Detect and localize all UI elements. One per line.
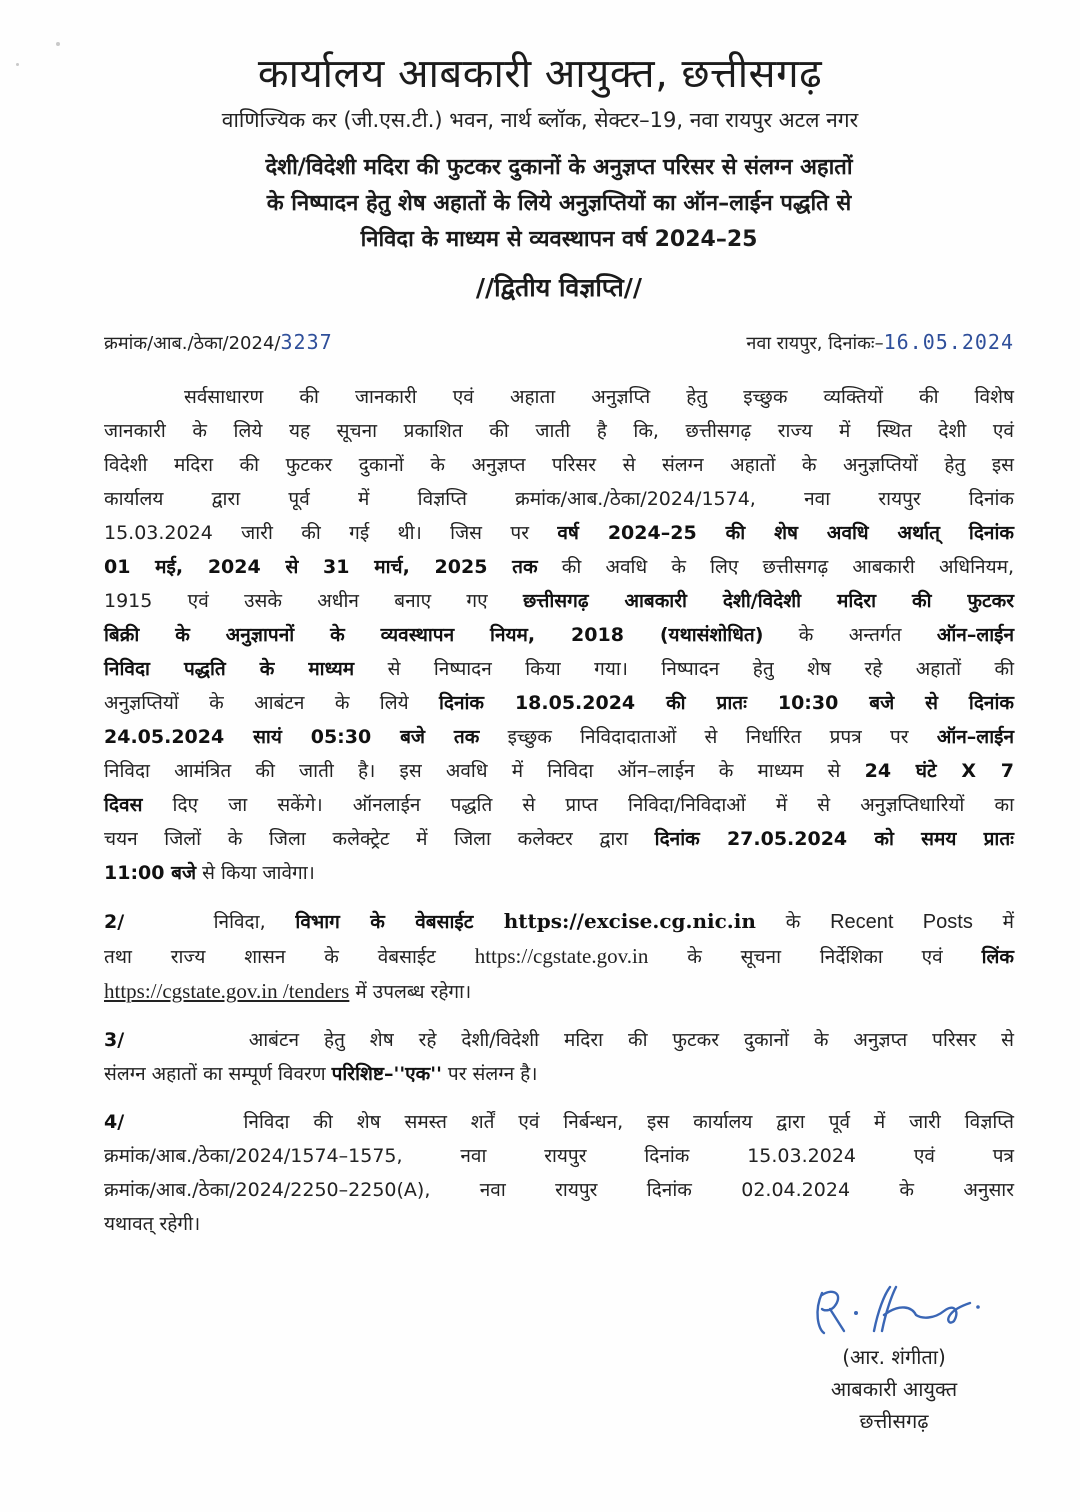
paragraph-4-line: क्रमांक/आब./ठेका/2024/2250–2250(A), नवा रायपुर दिनांक 02.04.2024 के अनुसार bbox=[104, 1179, 1014, 1201]
text-bold: निविदा पद्धति के माध्यम bbox=[104, 658, 355, 680]
text: कार्यालय द्वारा पूर्व में विज्ञप्ति क्रमांक/आब./ठेका/2024/1574, नवा रायपुर दिनांक bbox=[104, 488, 1014, 510]
text: चयन जिलों के जिला कलेक्ट्रेट में जिला कलेक्टर द्वारा bbox=[104, 828, 655, 850]
paragraph-1 bbox=[104, 380, 1014, 890]
text: की अवधि के लिए छत्तीसगढ़ आबकारी अधिनियम, bbox=[537, 556, 1014, 578]
paragraph-1-line bbox=[104, 448, 1014, 482]
text: के सूचना निर्देशिका एवं bbox=[648, 946, 982, 968]
text-bold: 11:00 बजे bbox=[104, 862, 197, 884]
text-bold: विभाग के वेबसाईट bbox=[295, 911, 504, 933]
paragraph-number: 2/ bbox=[104, 911, 125, 933]
paragraph-1-line bbox=[104, 380, 1014, 414]
text: आबंटन हेतु शेष रहे देशी/विदेशी मदिरा की फुटकर दुकानों के अनुज्ञप्त परिसर से bbox=[248, 1029, 1015, 1051]
subject-line: देशी/विदेशी मदिरा की फुटकर दुकानों के अनुज्ञप्त परिसर से संलग्न अहातों bbox=[265, 155, 853, 180]
subject-line: के निष्पादन हेतु शेष अहातों के लिये अनुज्ञप्तियों का ऑन–लाईन पद्धति से bbox=[266, 191, 852, 216]
text-bold: वर्ष 2024–25 की शेष अवधि अर्थात् दिनांक bbox=[557, 522, 1014, 544]
paragraph-3-line bbox=[104, 1023, 1014, 1057]
paragraph-4-line bbox=[104, 1105, 1014, 1139]
text-bold: 24 घंटे X 7 bbox=[864, 760, 1014, 782]
reference-row bbox=[104, 324, 1014, 362]
text: निविदा की शेष समस्त शर्तें एवं निर्बन्धन, इस कार्यालय द्वारा पूर्व में जारी विज्ञप्ति bbox=[243, 1111, 1014, 1133]
paragraph-1-line bbox=[104, 550, 1014, 584]
paragraph-1-line bbox=[104, 516, 1014, 550]
paragraph-1-line bbox=[104, 652, 1014, 686]
signatory-state: छत्तीसगढ़ bbox=[859, 1409, 929, 1433]
paragraph-2-line bbox=[104, 939, 1014, 974]
text-bold: ऑन–लाईन bbox=[936, 726, 1014, 748]
text: में bbox=[972, 911, 1014, 933]
scan-speck bbox=[56, 42, 60, 46]
paragraph-1-line bbox=[104, 618, 1014, 652]
annexure-reference: परिशिष्ट–''एक'' bbox=[331, 1063, 442, 1085]
signatory-designation: आबकारी आयुक्त bbox=[830, 1377, 958, 1401]
paragraph-4 bbox=[104, 1105, 1014, 1241]
paragraph-2-line bbox=[104, 904, 1014, 939]
office-address: वाणिज्यिक कर (जी.एस.टी.) भवन, नार्थ ब्लॉक, सेक्टर–19, नवा रायपुर अटल नगर bbox=[221, 108, 859, 132]
text: के अन्तर्गत bbox=[763, 624, 937, 646]
subject-line: निविदा के माध्यम से व्यवस्थापन वर्ष 2024–25 bbox=[360, 227, 758, 252]
text: इच्छुक निविदादाताओं से निर्धारित प्रपत्र पर bbox=[479, 726, 937, 748]
text: 15.03.2024 जारी की गई थी। जिस पर bbox=[104, 522, 558, 544]
paragraph-1-line bbox=[104, 686, 1014, 720]
scan-speck bbox=[16, 63, 19, 66]
paragraph-1-line bbox=[104, 720, 1014, 754]
paragraph-1-line bbox=[104, 856, 1014, 890]
text-bold: दिनांक 18.05.2024 की प्रातः 10:30 बजे से दिनांक bbox=[438, 692, 1014, 714]
signature-block bbox=[774, 1281, 1014, 1437]
paragraph-3-line bbox=[104, 1057, 1014, 1091]
office-title: कार्यालय आबकारी आयुक्त, छत्तीसगढ़ bbox=[257, 51, 823, 97]
text: में उपलब्ध रहेगा। bbox=[349, 981, 472, 1003]
text-bold: छत्तीसगढ़ आबकारी देशी/विदेशी मदिरा की फुटकर bbox=[522, 590, 1014, 612]
paragraph-1-line bbox=[104, 788, 1014, 822]
place-date-prefix: नवा रायपुर, दिनांकः– bbox=[746, 333, 884, 354]
reference-number-prefix: क्रमांक/आब./ठेका/2024/ bbox=[104, 333, 281, 354]
text: पर संलग्न है। bbox=[441, 1063, 538, 1085]
paragraph-1-line bbox=[104, 414, 1014, 448]
paragraph-3 bbox=[104, 1023, 1014, 1091]
text-bold: 01 मई, 2024 से 31 मार्च, 2025 तक bbox=[104, 556, 538, 578]
cgstate-website-link[interactable]: https://cgstate.gov.in bbox=[474, 944, 649, 968]
text: अनुज्ञप्तियों के आबंटन के लिये bbox=[104, 692, 439, 714]
notice-type-heading: //द्वितीय विज्ञप्ति// bbox=[475, 273, 643, 302]
paragraph-2 bbox=[104, 904, 1014, 1009]
text: से निष्पादन किया गया। निष्पादन हेतु शेष रहे अहातों की bbox=[354, 658, 1014, 680]
text: तथा राज्य शासन के वेबसाईट bbox=[104, 946, 475, 968]
paragraph-1-line bbox=[104, 584, 1014, 618]
text-bold: लिंक bbox=[981, 946, 1014, 968]
text-bold: 24.05.2024 सायं 05:30 बजे तक bbox=[104, 726, 480, 748]
cgstate-tenders-link[interactable]: https://cgstate.gov.in /tenders bbox=[104, 979, 350, 1003]
paragraph-2-line bbox=[104, 974, 1014, 1009]
paragraph-4-line: क्रमांक/आब./ठेका/2024/1574–1575, नवा रायपुर दिनांक 15.03.2024 एवं पत्र bbox=[104, 1145, 1014, 1167]
signature-scribble-icon bbox=[804, 1281, 984, 1341]
text: दिए जा सकेंगे। ऑनलाईन पद्धति से प्राप्त निविदा/निविदाओं में से अनुज्ञप्तिधारियों का bbox=[142, 794, 1014, 816]
text-bold: ऑन–लाईन bbox=[936, 624, 1015, 646]
paragraph-number: 3/ bbox=[104, 1029, 125, 1051]
paragraph-1-line bbox=[104, 482, 1014, 516]
date-handwritten: 16.05.2024 bbox=[883, 330, 1014, 354]
reference-number-handwritten: 3237 bbox=[280, 330, 333, 354]
text: सर्वसाधारण की जानकारी एवं अहाता अनुज्ञप्ति हेतु इच्छुक व्यक्तियों की विशेष bbox=[184, 386, 1014, 408]
signatory-name: (आर. शंगीता) bbox=[842, 1345, 946, 1369]
text: संलग्न अहातों का सम्पूर्ण विवरण bbox=[104, 1063, 332, 1085]
paragraph-1-line bbox=[104, 822, 1014, 856]
text: से किया जावेगा। bbox=[196, 862, 315, 884]
reference-number bbox=[104, 324, 333, 362]
text: विदेशी मदिरा की फुटकर दुकानों के अनुज्ञप्त परिसर से संलग्न अहातों के अनुज्ञप्तियों हेतु इस bbox=[104, 454, 1014, 476]
text: निविदा आमंत्रित की जाती है। इस अवधि में निविदा ऑन–लाईन के माध्यम से bbox=[104, 760, 865, 782]
paragraph-4-line: यथावत् रहेगी। bbox=[104, 1213, 201, 1235]
reference-date bbox=[746, 324, 1014, 362]
text-bold: दिनांक 27.05.2024 को समय प्रातः bbox=[654, 828, 1014, 850]
notice-subject bbox=[104, 150, 1014, 258]
recent-posts-text: Recent Posts bbox=[830, 911, 973, 933]
text-bold: बिक्री के अनुज्ञापनों के व्यवस्थापन नियम, 2018 (यथासंशोधित) bbox=[104, 624, 764, 646]
text-bold: दिवस bbox=[104, 794, 143, 816]
text: के bbox=[755, 911, 831, 933]
paragraph-1-line bbox=[104, 754, 1014, 788]
text: 1915 एवं उसके अधीन बनाए गए bbox=[104, 590, 523, 612]
text: जानकारी के लिये यह सूचना प्रकाशित की जाती है कि, छत्तीसगढ़ राज्य में स्थित देशी एवं bbox=[104, 420, 1014, 442]
paragraph-number: 4/ bbox=[104, 1111, 125, 1133]
text: निविदा, bbox=[213, 911, 296, 933]
excise-website-link[interactable]: https://excise.cg.nic.in bbox=[503, 909, 756, 933]
